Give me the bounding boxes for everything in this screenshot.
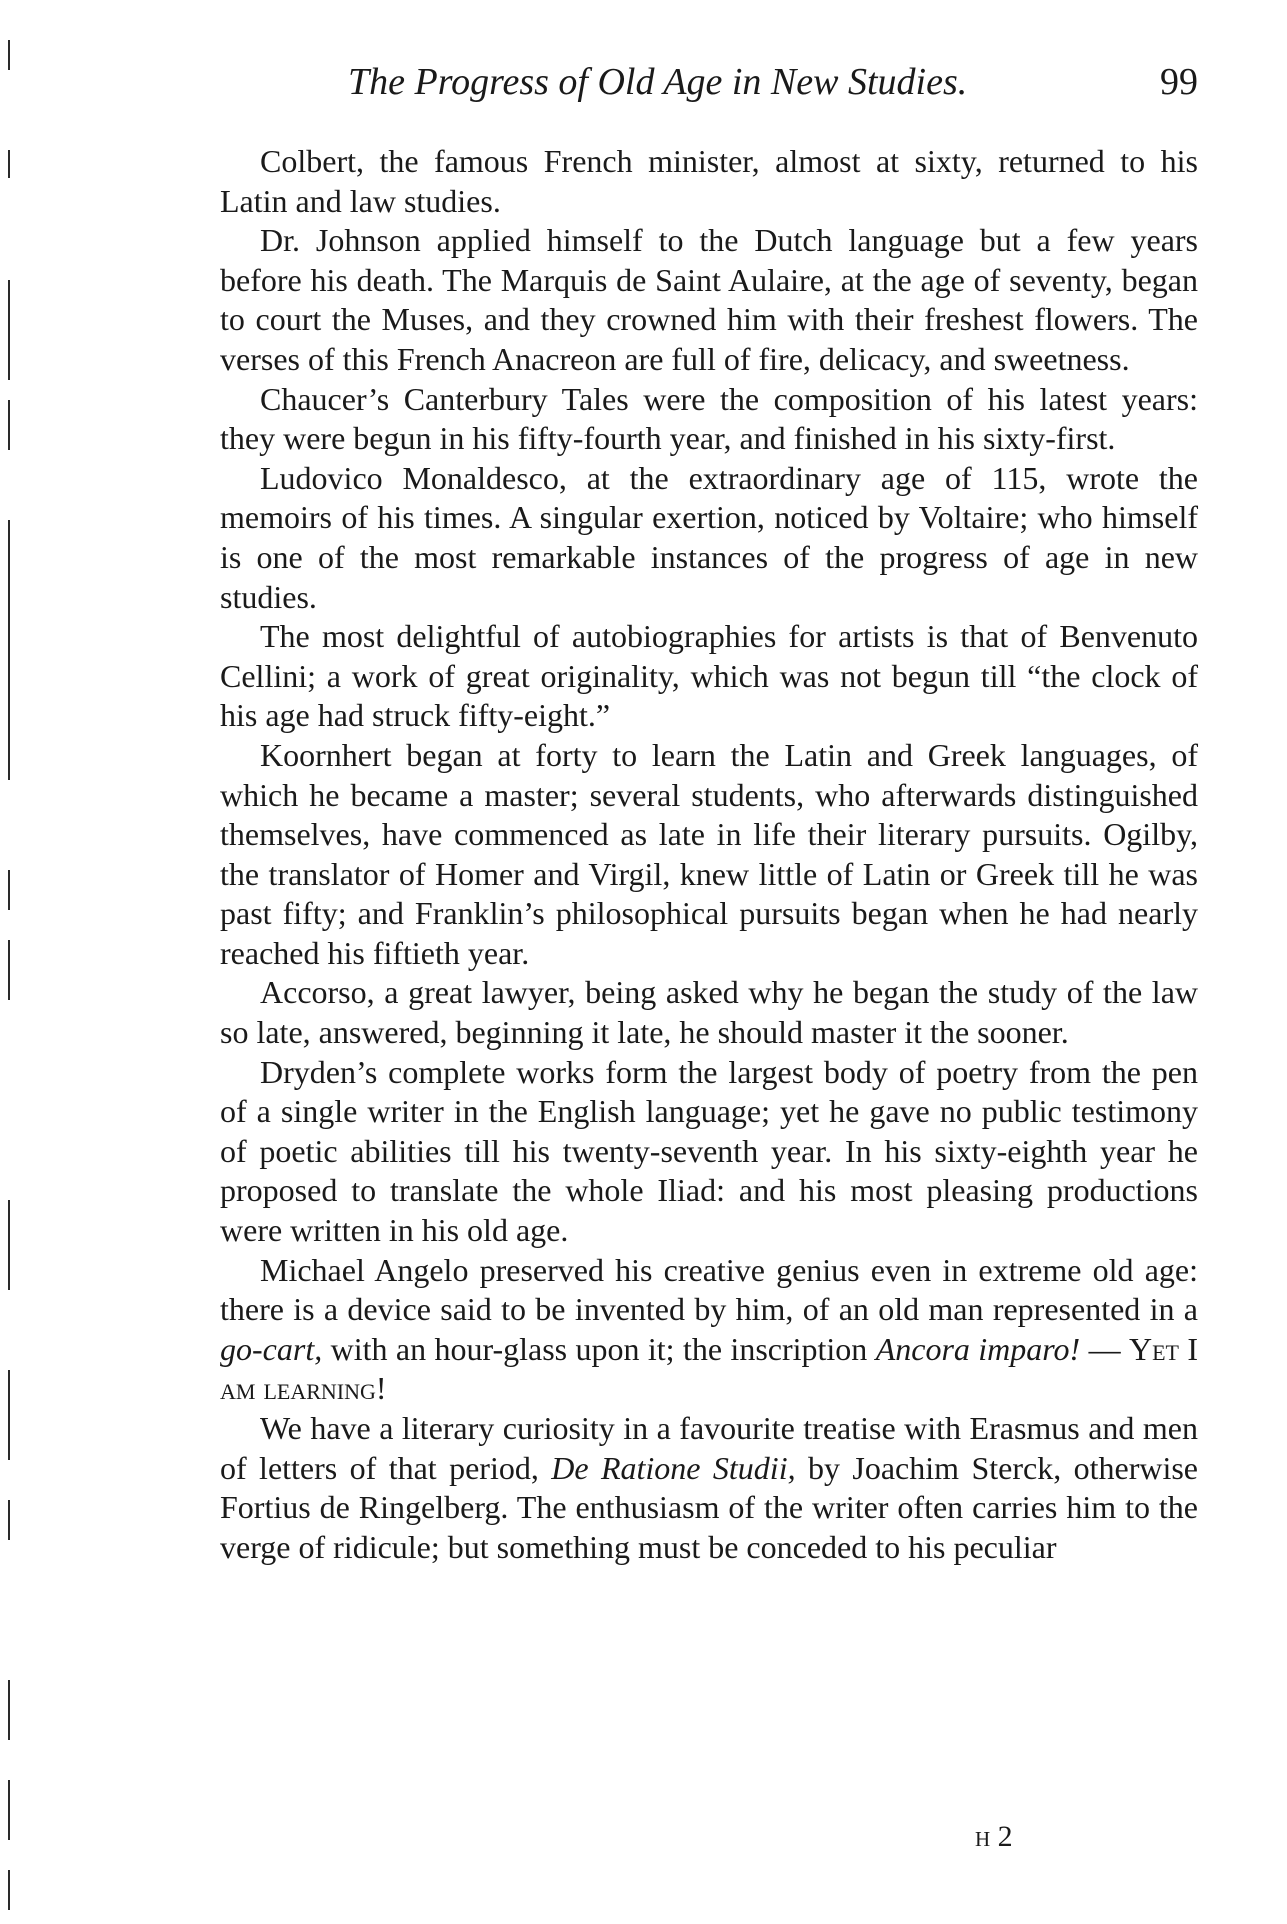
paragraph: Chaucer’s Canterbury Tales were the composition of his latest years: they were begun in his fifty-fourth year, and finished in his sixty-first. (220, 380, 1198, 457)
binding-edge-mark (8, 40, 10, 70)
binding-edge-mark (8, 1680, 10, 1740)
small-caps-translation: Yet I am learning (220, 1330, 1199, 1407)
binding-edge-mark (8, 1870, 10, 1910)
text-run: Michael Angelo preserved his creative genius even in extreme old age: there is a device said to be invented by him, of an old man represented in a (220, 1251, 1198, 1328)
binding-edge-mark (8, 1200, 10, 1290)
binding-edge-mark (8, 1500, 10, 1540)
binding-edge-mark (8, 520, 10, 780)
text-run: ! (375, 1370, 387, 1407)
paragraph-michael-angelo (220, 1251, 1198, 1409)
page-header (340, 60, 1198, 120)
paragraph: The most delightful of autobiographies for artists is that of Benvenuto Cellini; a work of great originality, which was not begun till “the clock of his age had struck fifty-eight.” (220, 618, 1198, 734)
running-title: The Progress of Old Age in New Studies. (348, 61, 968, 103)
paragraph: Dr. Johnson applied himself to the Dutch language but a few years before his death. The Marquis de Saint Aulaire, at the age of seventy, began to court the Muses, and they crowned him with their freshest flowers. The verses of this French Anacreon are full of fire, delicacy, and sweetness. (220, 222, 1198, 377)
italic-title: De Ratione Studii, (551, 1449, 796, 1486)
text-run: — (1080, 1330, 1129, 1367)
binding-edge-mark (8, 870, 10, 910)
paragraph: Dryden’s complete works form the largest body of poetry from the pen of a single writer in the English language; yet he gave no public testimony of poetic abilities till his twenty-seventh year. In his sixty-eighth year he proposed to translate the whole Iliad: and his most pleasing productions were written in his old age. (220, 1053, 1198, 1249)
binding-edge-mark (8, 400, 10, 450)
binding-edge-mark (8, 1780, 10, 1840)
binding-edge-mark (8, 1370, 10, 1460)
signature-mark: h 2 (975, 1820, 1013, 1853)
binding-edge-mark (8, 280, 10, 380)
italic-inscription: Ancora imparo! (875, 1330, 1081, 1367)
body-text (220, 142, 1198, 1567)
paragraph-final (220, 1409, 1198, 1567)
binding-edge-mark (8, 940, 10, 1000)
text-run: with an hour-glass upon it; the inscription (322, 1330, 876, 1367)
text-run: by Joachim Sterck, otherwise Fortius de Ringelberg. The enthusiasm of the writer often carries him to the verge of ridicule; but something must be conceded to his peculiar (220, 1449, 1199, 1565)
text-run: We have a literary curiosity in a favourite treatise with Erasmus and men of letters of that period, (220, 1410, 1198, 1486)
paragraph: Colbert, the famous French minister, almost at sixty, returned to his Latin and law studies. (220, 143, 1198, 219)
page-number: 99 (1160, 61, 1198, 103)
paragraph: Accorso, a great lawyer, being asked why he began the study of the law so late, answered, beginning it late, he should master it the sooner. (220, 974, 1198, 1051)
paragraph: Ludovico Monaldesco, at the extraordinary age of 115, wrote the memoirs of his times. A singular exertion, noticed by Voltaire; who himself is one of the most remarkable instances of the progress of age in new studies. (220, 459, 1198, 615)
paragraph: Koornhert began at forty to learn the Latin and Greek languages, of which he became a master; several students, who afterwards distinguished themselves, have commenced as late in life their literary pursuits. Ogilby, the translator of Homer and Virgil, knew little of Latin or Greek till he was past fifty; and Franklin’s philosophical pursuits began when he had nearly reached his fiftieth year. (220, 736, 1198, 971)
binding-edge-mark (8, 150, 10, 178)
italic-term: go-cart, (220, 1330, 323, 1367)
